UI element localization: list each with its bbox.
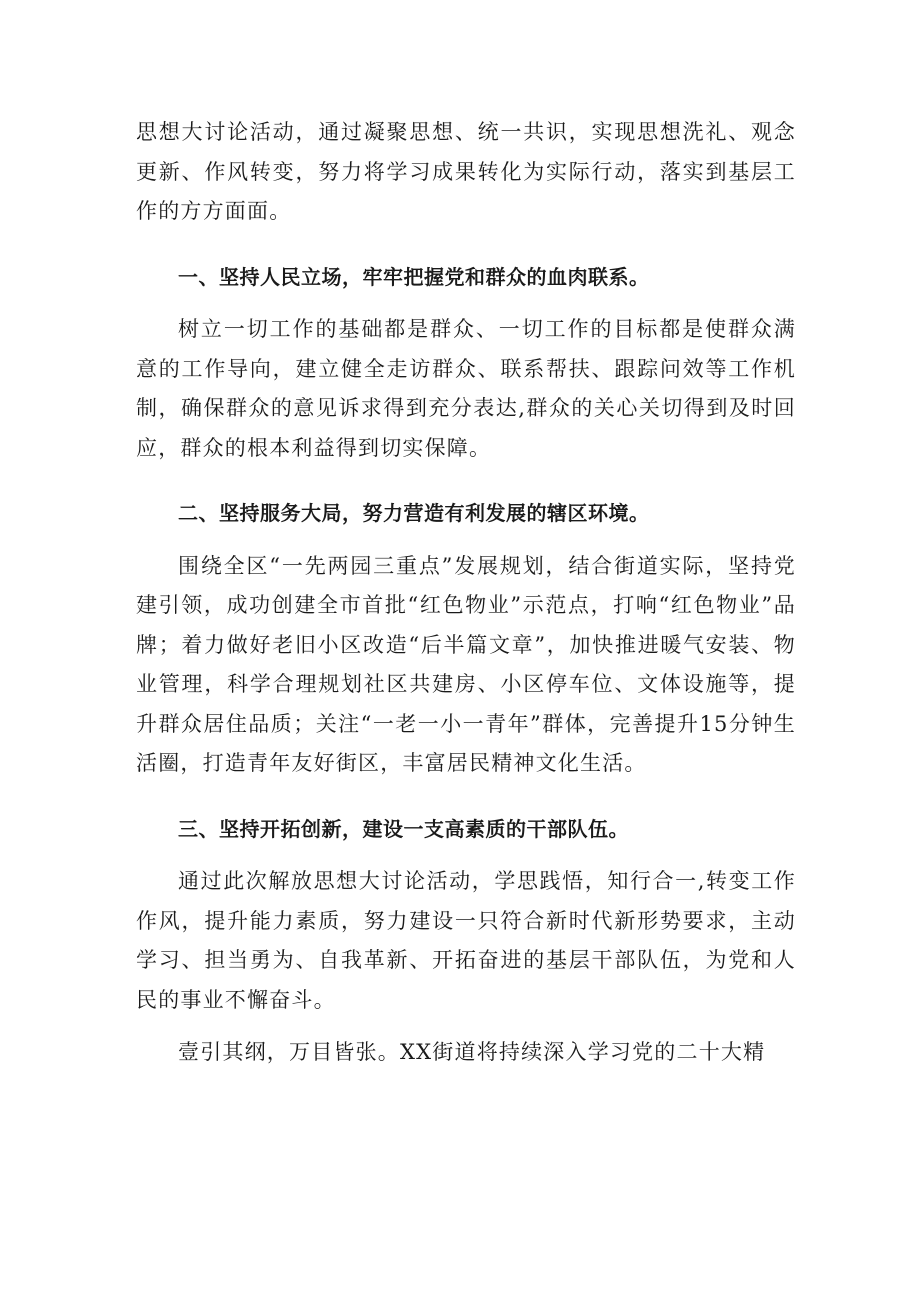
section-heading-1: 一、坚持人民立场，牢牢把握党和群众的血肉联系。 [178, 264, 650, 289]
section-heading-2: 二、坚持服务大局，努力营造有利发展的辖区环境。 [178, 501, 650, 525]
paragraph-intro-continued: 思想大讨论活动，通过凝聚思想、统一共识，实现思想洗礼、观念更新、作风转变，努力将学习成果转化为实际行动，落实到基层工作的方方面面。 [136, 120, 796, 223]
paragraph-section-3: 通过此次解放思想大讨论活动，学思践悟，知行合一,转变工作作风，提升能力素质，努力建设一只符合新时代新形势要求，主动学习、担当勇为、自我革新、开拓奋进的基层干部队伍，为党和人民的事业不懈奋斗。 [136, 869, 796, 1012]
document-body [136, 113, 796, 1073]
paragraph-section-1: 树立一切工作的基础都是群众、一切工作的目标都是使群众满意的工作导向，建立健全走访群众、联系帮扶、跟踪问效等工作机制，确保群众的意见诉求得到充分表达,群众的关心关切得到及时回应，群众的根本利益得到切实保障。 [136, 317, 796, 460]
paragraph-section-2: 围绕全区“一先两园三重点”发展规划，结合街道实际，坚持党建引领，成功创建全市首批“红色物业”示范点，打响“红色物业”品牌；着力做好老旧小区改造“后半篇文章”，加快推进暖气安装、物业管理，科学合理规划社区共建房、小区停车位、文体设施等，提升群众居住品质；关注“一老一小一青年”群体，完善提升15分钟生活圈，打造青年友好街区，丰富居民精神文化生活。 [136, 553, 796, 775]
paragraph-closing: 壹引其纲，万目皆张。XX街道将持续深入学习党的二十大精 [178, 1040, 766, 1064]
section-heading-3: 三、坚持开拓创新，建设一支高素质的干部队伍。 [178, 816, 629, 841]
